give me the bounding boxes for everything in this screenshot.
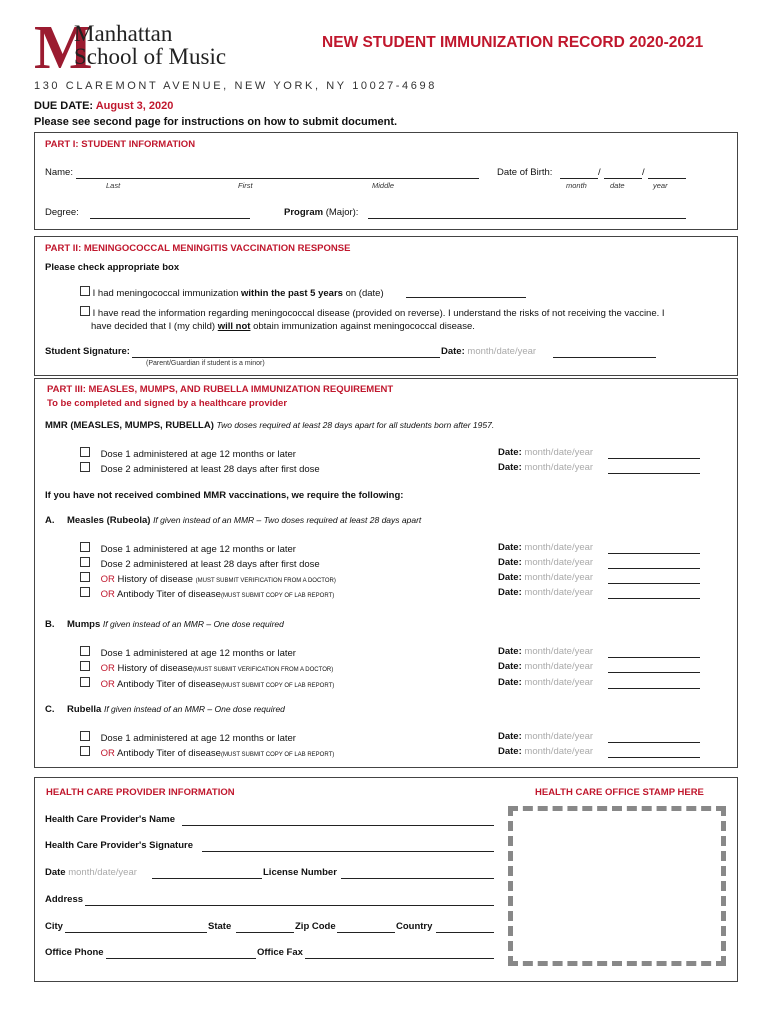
mumps-history-note: (MUST SUBMIT VERIFICATION FROM A DOCTOR) [192, 667, 334, 673]
measles-titer-note: (MUST SUBMIT COPY OF LAB REPORT) [220, 593, 335, 599]
measles-history-checkbox[interactable] [80, 572, 90, 582]
due-value: August 3, 2020 [95, 100, 174, 112]
mmr-label: MMR (MEASLES, MUMPS, RUBELLA) [45, 420, 214, 431]
provider-date-field[interactable] [152, 878, 262, 879]
country-field[interactable] [436, 932, 494, 933]
date-label: Date: [498, 462, 522, 473]
mumps-dose1-date-field[interactable] [608, 657, 700, 658]
degree-field[interactable] [90, 218, 250, 219]
measles-dose-1 [80, 542, 296, 555]
provider-date-label: Date [45, 867, 66, 878]
opt1-text-a: I had meningococcal immunization [92, 288, 239, 299]
provider-name-field[interactable] [182, 825, 494, 826]
if-not-text: If you have not received combined MMR vaccinations, we require the following: [45, 490, 404, 501]
measles-titer-text: Antibody Titer of disease [116, 589, 221, 600]
logo-line-1: Manhattan [74, 21, 173, 46]
mmr-dose1-date-field[interactable] [608, 458, 700, 459]
mumps-dose1-checkbox[interactable] [80, 646, 90, 656]
rubella-letter: C. [45, 704, 55, 715]
mening-opt1-checkbox[interactable] [80, 286, 90, 296]
mumps-titer-date-field[interactable] [608, 688, 700, 689]
date-label: Date: [498, 746, 522, 757]
city-label: City [45, 921, 63, 932]
program-field[interactable] [368, 218, 686, 219]
logo-line-2: School of Music [74, 44, 227, 69]
state-field[interactable] [236, 932, 294, 933]
provider-address-field[interactable] [85, 905, 494, 906]
mumps-history-checkbox[interactable] [80, 661, 90, 671]
mmr-dose2-date [498, 462, 593, 473]
measles-titer-checkbox[interactable] [80, 587, 90, 597]
phone-field[interactable] [106, 958, 256, 959]
rubella-dose-1 [80, 731, 296, 744]
mening-opt2-checkbox[interactable] [80, 306, 90, 316]
mumps-heading [67, 619, 284, 630]
mmr-dose1-checkbox[interactable] [80, 447, 90, 457]
program-paren: (Major): [325, 207, 359, 218]
mumps-letter: B. [45, 619, 55, 630]
mmr-dose-2 [80, 462, 320, 475]
rubella-titer-checkbox[interactable] [80, 746, 90, 756]
rubella-note: If given instead of an MMR – One dose required [103, 704, 285, 714]
provider-address-label: Address [45, 894, 84, 905]
measles-dose1-date [498, 542, 593, 553]
dob-month-field[interactable] [560, 178, 598, 179]
mumps-titer-note: (MUST SUBMIT COPY OF LAB REPORT) [220, 683, 335, 689]
mening-option-2 [80, 306, 665, 319]
date-label: Date: [498, 587, 522, 598]
date-label: Date: [498, 661, 522, 672]
mmr-dose2-date-field[interactable] [608, 473, 700, 474]
measles-titer-date-field[interactable] [608, 598, 700, 599]
date-label: Date: [498, 557, 522, 568]
license-label: License Number [263, 867, 337, 878]
date-label: Date: [498, 646, 522, 657]
mmr-dose1-text: Dose 1 administered at age 12 months or later [100, 449, 296, 460]
mumps-history-text: History of disease [117, 663, 193, 674]
mumps-dose1-text: Dose 1 administered at age 12 months or later [100, 648, 296, 659]
measles-history-text: History of disease [117, 574, 193, 585]
rubella-titer-or: OR [100, 748, 115, 759]
rubella-dose1-date-field[interactable] [608, 742, 700, 743]
opt2-text-c: will not [217, 321, 251, 332]
date-label: Date: [498, 677, 522, 688]
date-caption: date [610, 181, 625, 190]
fax-label: Office Fax [257, 947, 303, 958]
month-caption: month [566, 181, 587, 190]
mumps-dose1-date [498, 646, 593, 657]
name-label: Name: [45, 167, 73, 178]
measles-dose1-text: Dose 1 administered at age 12 months or later [100, 544, 296, 555]
mumps-history-or: OR [100, 663, 115, 674]
rubella-titer [80, 746, 334, 759]
sig-date-label: Date: [441, 346, 465, 357]
mumps-dose-1 [80, 646, 296, 659]
date-placeholder: month/date/year [524, 542, 594, 553]
provider-signature-label: Health Care Provider's Signature [45, 840, 193, 851]
part3-subheading: To be completed and signed by a healthcare provider [47, 398, 288, 409]
zip-label: Zip Code [295, 921, 336, 932]
part1-heading: PART I: STUDENT INFORMATION [45, 139, 196, 150]
provider-name-label: Health Care Provider's Name [45, 814, 176, 825]
state-label: State [208, 921, 232, 932]
mening-date-field[interactable] [406, 297, 526, 298]
date-placeholder: month/date/year [524, 731, 594, 742]
mmr-note: Two doses required at least 28 days apart for all students born after 1957. [216, 420, 495, 430]
measles-history-date-field[interactable] [608, 583, 700, 584]
city-field[interactable] [65, 932, 207, 933]
school-address: 130 CLAREMONT AVENUE, NEW YORK, NY 10027-4698 [34, 80, 437, 92]
measles-dose2-date-field[interactable] [608, 568, 700, 569]
measles-dose2-date [498, 557, 593, 568]
provider-date [45, 867, 137, 878]
parent-caption: (Parent/Guardian if student is a minor) [146, 360, 265, 367]
opt2-text-a: I have read the information regarding meningococcal disease (provided on reverse). I understand the risks of not receiving the vaccine. I [92, 308, 665, 319]
office-stamp-area [508, 806, 726, 966]
mmr-dose1-date [498, 447, 593, 458]
check-instruction: Please check appropriate box [45, 262, 180, 273]
part3-heading: PART III: MEASLES, MUMPS, AND RUBELLA IMMUNIZATION REQUIREMENT [47, 384, 394, 395]
program-label [284, 207, 358, 218]
instructions: Please see second page for instructions on how to submit document. [34, 116, 398, 128]
rubella-titer-note: (MUST SUBMIT COPY OF LAB REPORT) [220, 752, 335, 758]
date-placeholder: month/date/year [524, 661, 594, 672]
student-signature-field[interactable] [132, 357, 440, 358]
mumps-history [80, 661, 333, 674]
rubella-titer-date-field[interactable] [608, 757, 700, 758]
rubella-dose1-text: Dose 1 administered at age 12 months or later [100, 733, 296, 744]
mumps-history-date [498, 661, 593, 672]
country-label: Country [396, 921, 433, 932]
date-label: Date: [498, 542, 522, 553]
measles-dose1-date-field[interactable] [608, 553, 700, 554]
rubella-dose1-date [498, 731, 593, 742]
date-placeholder: month/date/year [524, 462, 594, 473]
date-placeholder: month/date/year [524, 557, 594, 568]
measles-dose-2 [80, 557, 320, 570]
measles-dose2-text: Dose 2 administered at least 28 days after first dose [100, 559, 320, 570]
date-placeholder: month/date/year [524, 587, 594, 598]
opt1-text-c: on (date) [345, 288, 384, 299]
name-field[interactable] [76, 178, 479, 179]
rubella-label: Rubella [67, 704, 102, 715]
dob-slash-2: / [642, 167, 645, 178]
mening-option-1 [80, 286, 384, 299]
provider-date-placeholder: month/date/year [68, 867, 137, 878]
middle-caption: Middle [372, 181, 395, 190]
mumps-titer-or: OR [100, 679, 115, 690]
sig-date-placeholder: month/date/year [467, 346, 537, 357]
measles-history-date [498, 572, 593, 583]
opt1-text-b: within the past 5 years [241, 288, 343, 299]
mumps-titer-checkbox[interactable] [80, 677, 90, 687]
zip-field[interactable] [337, 932, 395, 933]
date-label: Date: [498, 447, 522, 458]
measles-note: If given instead of an MMR – Two doses required at least 28 days apart [153, 515, 422, 525]
mumps-titer [80, 677, 334, 690]
mumps-titer-text: Antibody Titer of disease [116, 679, 221, 690]
dob-label: Date of Birth: [497, 167, 553, 178]
date-placeholder: month/date/year [524, 447, 594, 458]
dob-year-field[interactable] [648, 178, 686, 179]
due-label: DUE DATE: [34, 100, 94, 112]
last-caption: Last [106, 181, 121, 190]
date-placeholder: month/date/year [524, 572, 594, 583]
mmr-dose-1 [80, 447, 296, 460]
mmr-dose2-text: Dose 2 administered at least 28 days after first dose [100, 464, 320, 475]
measles-history-or: OR [100, 574, 115, 585]
degree-label: Degree: [45, 207, 79, 218]
due-date [34, 100, 173, 112]
mumps-history-date-field[interactable] [608, 672, 700, 673]
date-placeholder: month/date/year [524, 746, 594, 757]
dob-date-field[interactable] [604, 178, 642, 179]
student-signature-label: Student Signature: [45, 346, 130, 357]
measles-titer-or: OR [100, 589, 115, 600]
sig-date [441, 346, 536, 357]
rubella-dose1-checkbox[interactable] [80, 731, 90, 741]
date-placeholder: month/date/year [524, 677, 594, 688]
rubella-titer-text: Antibody Titer of disease [116, 748, 221, 759]
program-word: Program [284, 207, 324, 218]
part2-heading: PART II: MENINGOCOCCAL MENINGITIS VACCINATION RESPONSE [45, 243, 351, 254]
measles-titer-date [498, 587, 593, 598]
measles-history [80, 572, 336, 585]
logo-name [74, 22, 226, 68]
provider-heading: HEALTH CARE PROVIDER INFORMATION [46, 787, 235, 798]
mumps-titer-date [498, 677, 593, 688]
logo-mark: M [34, 14, 93, 82]
date-label: Date: [498, 731, 522, 742]
measles-heading [67, 515, 421, 526]
measles-label: Measles (Rubeola) [67, 515, 151, 526]
measles-dose2-checkbox[interactable] [80, 557, 90, 567]
measles-titer [80, 587, 334, 600]
sig-date-field[interactable] [553, 357, 656, 358]
provider-signature-field[interactable] [202, 851, 494, 852]
date-placeholder: month/date/year [524, 646, 594, 657]
license-field[interactable] [341, 878, 494, 879]
mumps-note: If given instead of an MMR – One dose required [102, 619, 284, 629]
page-title: NEW STUDENT IMMUNIZATION RECORD 2020-2021 [322, 34, 704, 51]
mumps-label: Mumps [67, 619, 101, 630]
measles-history-note: (MUST SUBMIT VERIFICATION FROM A DOCTOR) [195, 578, 336, 584]
first-caption: First [238, 181, 253, 190]
mening-option-2-cont [91, 321, 475, 332]
mmr-dose2-checkbox[interactable] [80, 462, 90, 472]
dob-slash-1: / [598, 167, 601, 178]
mmr-line [45, 420, 494, 431]
date-label: Date: [498, 572, 522, 583]
opt2-text-d: obtain immunization against meningococcal disease. [253, 321, 475, 332]
stamp-heading: HEALTH CARE OFFICE STAMP HERE [535, 787, 704, 798]
measles-dose1-checkbox[interactable] [80, 542, 90, 552]
fax-field[interactable] [305, 958, 494, 959]
rubella-titer-date [498, 746, 593, 757]
opt2-text-b: have decided that I (my child) [91, 321, 216, 332]
rubella-heading [67, 704, 285, 715]
phone-label: Office Phone [45, 947, 104, 958]
measles-letter: A. [45, 515, 55, 526]
year-caption: year [653, 181, 668, 190]
